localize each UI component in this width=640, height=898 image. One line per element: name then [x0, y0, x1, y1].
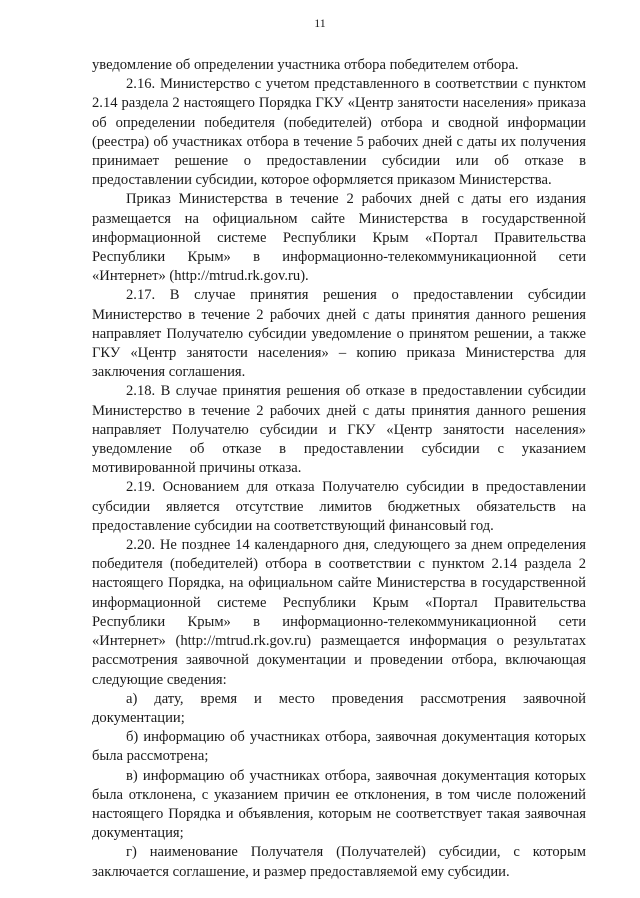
paragraph-2-17: 2.17. В случае принятия решения о предоставлении субсидии Министерство в течение 2 рабочих дней с даты принятия данного решения направляет Получателю субсидии уведомление о принятом решении, а также ГКУ «Центр занятости населения» – копию приказа Министерства для заключения соглашения. — [92, 287, 586, 381]
paragraph-2-20: 2.20. Не позднее 14 календарного дня, следующего за днем определения победителя (победителей) отбора в соответствии с пунктом 2.14 раздела 2 настоящего Порядка, на официальном сайте Министерства в государственной информационной системе Республики Крым «Портал Правительства Республики Крым» в информационно-телекоммуникационной сети «Интернет» (http://mtrud.rk.gov.ru) размещается информация о результатах рассмотрения заявочной документации и проведении отбора, включающая следующие сведения: — [92, 537, 586, 688]
paragraph-2-19: 2.19. Основанием для отказа Получателю субсидии в предоставлении субсидии является отсутствие лимитов бюджетных обязательств на предоставление субсидии на соответствующий финансовый год. — [92, 479, 586, 534]
paragraph-order-publication: Приказ Министерства в течение 2 рабочих дней с даты его издания размещается на официальном сайте Министерства в государственной информационной системе Республики Крым «Портал Правительства Республики Крым» в информационно-телекоммуникационной сети «Интернет» (http://mtrud.rk.gov.ru). — [92, 191, 586, 285]
document-body — [92, 56, 586, 882]
list-item-b: б) информацию об участниках отбора, заявочная документация которых была рассмотрена; — [92, 729, 586, 765]
page-number: 11 — [314, 16, 326, 30]
paragraph-continuation: уведомление об определении участника отбора победителем отбора. — [92, 57, 519, 73]
list-item-v: в) информацию об участниках отбора, заявочная документация которых была отклонена, с указанием причин ее отклонения, в том числе положений настоящего Порядка и объявления, которым не соответствует такая заявочная документация; — [92, 767, 586, 842]
list-item-a: а) дату, время и место проведения рассмотрения заявочной документации; — [92, 690, 586, 726]
paragraph-2-18: 2.18. В случае принятия решения об отказе в предоставлении субсидии Министерство в течение 2 рабочих дней с даты принятия данного решения направляет Получателю субсидии и ГКУ «Центр занятости населения» уведомление об отказе в предоставлении субсидии с указанием мотивированной причины отказа. — [92, 383, 586, 477]
list-item-g: г) наименование Получателя (Получателей) субсидии, с которым заключается соглашение, и размер предоставляемой ему субсидии. — [92, 844, 586, 880]
paragraph-2-16: 2.16. Министерство с учетом представленного в соответствии с пунктом 2.14 раздела 2 настоящего Порядка ГКУ «Центр занятости населения» приказа об определении победителя (победителей) отбора и сводной информации (реестра) об участниках отбора в течение 5 рабочих дней с даты их получения принимает решение о предоставлении субсидии или об отказе в предоставлении субсидии, которое оформляется приказом Министерства. — [92, 76, 586, 189]
